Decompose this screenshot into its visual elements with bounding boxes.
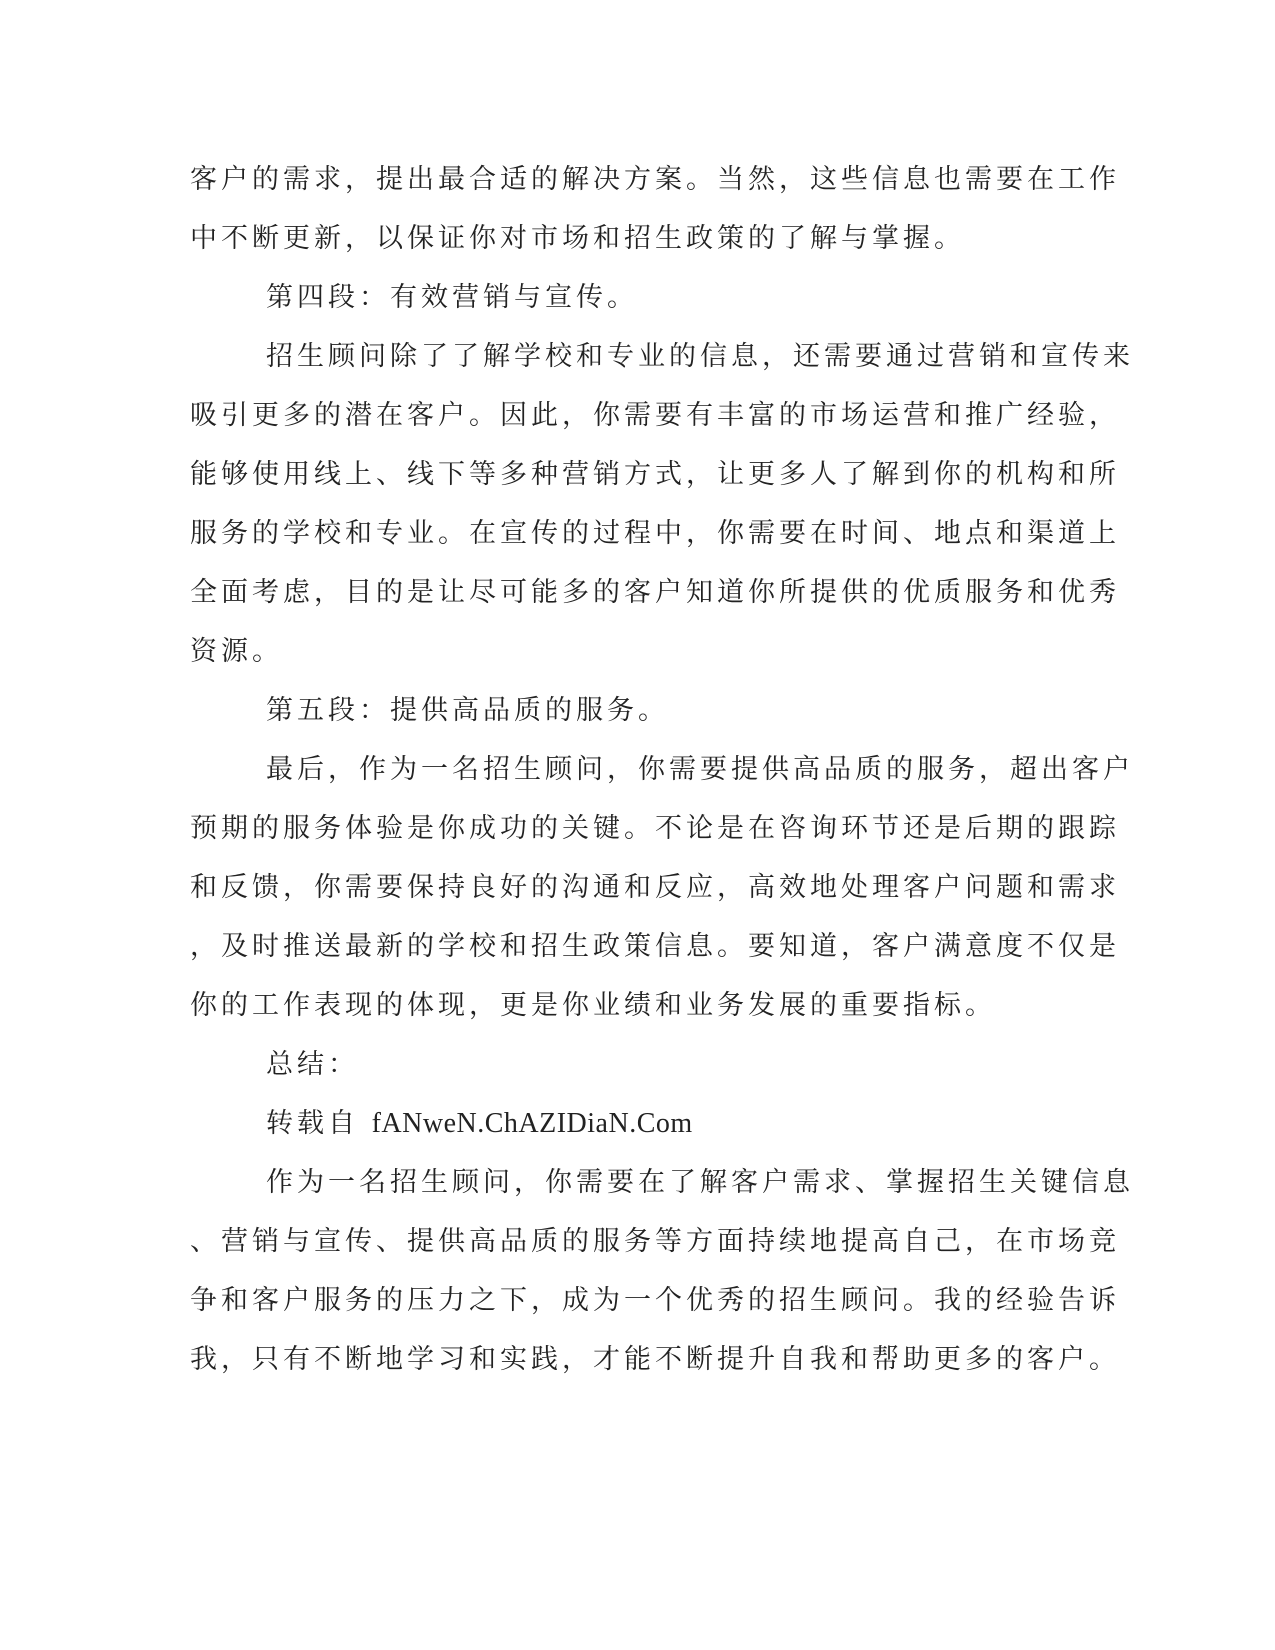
text-line: 你的工作表现的体现，更是你业绩和业务发展的重要指标。 [190, 990, 996, 1021]
source-prefix: 转载自 [266, 1108, 372, 1139]
text-line: 客户的需求，提出最合适的解决方案。当然，这些信息也需要在工作 [190, 164, 1120, 195]
text-line: 中不断更新，以保证你对市场和招生政策的了解与掌握。 [190, 223, 965, 254]
source-site: fANweN.ChAZIDiaN.Com [371, 1108, 693, 1139]
text-line: 吸引更多的潜在客户。因此，你需要有丰富的市场运营和推广经验， [190, 400, 1120, 431]
text-line: 招生顾问除了了解学校和专业的信息，还需要通过营销和宣传来 [266, 341, 1134, 372]
text-line: 争和客户服务的压力之下，成为一个优秀的招生顾问。我的经验告诉 [190, 1285, 1120, 1316]
text-line: 和反馈，你需要保持良好的沟通和反应，高效地处理客户问题和需求 [190, 872, 1120, 903]
section-heading-5: 第五段：提供高品质的服务。 [266, 695, 669, 726]
text-line: ，及时推送最新的学校和招生政策信息。要知道，客户满意度不仅是 [190, 931, 1120, 962]
text-line: 资源。 [190, 636, 283, 667]
source-line [266, 1104, 693, 1144]
text-line: 、营销与宣传、提供高品质的服务等方面持续地提高自己，在市场竞 [190, 1226, 1120, 1257]
text-line: 我，只有不断地学习和实践，才能不断提升自我和帮助更多的客户。 [190, 1344, 1120, 1375]
text-line: 能够使用线上、线下等多种营销方式，让更多人了解到你的机构和所 [190, 459, 1120, 490]
text-line: 全面考虑，目的是让尽可能多的客户知道你所提供的优质服务和优秀 [190, 577, 1120, 608]
text-line: 预期的服务体验是你成功的关键。不论是在咨询环节还是后期的跟踪 [190, 813, 1120, 844]
summary-heading: 总结： [266, 1049, 359, 1080]
text-line: 作为一名招生顾问，你需要在了解客户需求、掌握招生关键信息 [266, 1167, 1134, 1198]
text-line: 最后，作为一名招生顾问，你需要提供高品质的服务，超出客户 [266, 754, 1134, 785]
text-line: 服务的学校和专业。在宣传的过程中，你需要在时间、地点和渠道上 [190, 518, 1120, 549]
section-heading-4: 第四段：有效营销与宣传。 [266, 282, 638, 313]
